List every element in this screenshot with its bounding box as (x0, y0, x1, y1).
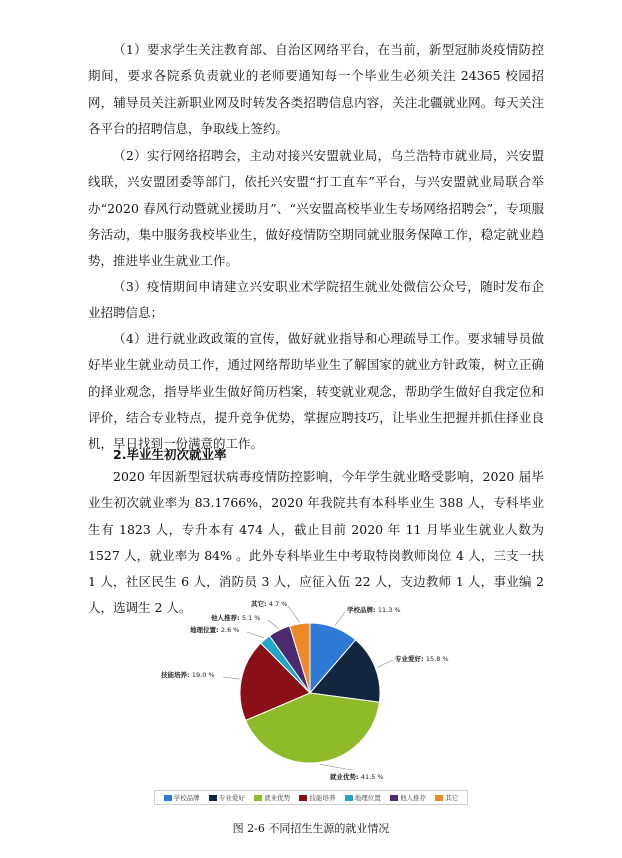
paragraph-4: （4）进行就业政政策的宣传，做好就业指导和心理疏导工作。要求辅导员做好毕业生就业动员工作，通过网络帮助毕业生了解国家的就业方针政策，树立正确的择业观念，指导毕业生做好简历档案，转变就业观念，帮助学生做好自我定位和评价，结合专业特点，提升竞争优势，掌握应聘技巧，让毕业生把握并抓住择业良机，早日找到一份满意的工作。 (88, 331, 544, 452)
pie-leader-line-1 (335, 612, 345, 625)
legend-item-4 (299, 793, 335, 802)
pie-slice-label-5: 地理位置: 2.6 % (190, 626, 240, 634)
paragraph-1: （1）要求学生关注教育部、自治区网络平台，在当前，新型冠肺炎疫情防控期间，要求各院系负责就业的老师要通知每一个毕业生必须关注 24365 校园招网，辅导员关注新职业网及时转发各类招聘信息内容，关注北疆就业网。每天关注各平台的招聘信息，争取线上签约。 (88, 42, 544, 136)
legend-label-5: 地理位置 (354, 794, 381, 802)
pie-leader-line-2 (377, 660, 393, 667)
figure-caption: 图 2-6 不同招生生源的就业情况 (232, 822, 390, 835)
legend-label-2: 专业爱好 (218, 794, 245, 802)
legend-label-6: 他人推荐 (400, 794, 427, 802)
pie-slice-label-4: 技能培养: 19.0 % (161, 671, 215, 679)
legend-item-3 (254, 793, 290, 802)
section-heading: 2.毕业生初次就业率 (113, 447, 227, 462)
pie-slice-label-2: 专业爱好: 15.8 % (395, 655, 449, 663)
chart-legend (154, 790, 468, 805)
legend-label-1: 学校品牌 (173, 794, 200, 802)
legend-item-2 (209, 793, 245, 802)
legend-swatch-5 (345, 795, 353, 801)
legend-item-6 (390, 793, 426, 802)
legend-item-7 (435, 793, 458, 802)
legend-item-1 (164, 793, 200, 802)
legend-swatch-2 (209, 795, 217, 801)
pie-leader-line-5 (247, 632, 264, 638)
pie-slice-label-1: 学校品牌: 11.3 % (347, 606, 401, 614)
legend-item-5 (345, 793, 381, 802)
pie-leader-line-4 (223, 677, 239, 679)
legend-swatch-4 (299, 795, 307, 801)
section-paragraph: 2020 年因新型冠状病毒疫情防控影响，今年学生就业略受影响，2020 届毕业生初次就业率为 83.1766%，2020 年我院共有本科毕业生 388 人，专科毕业生有 1823 人，专升本有 474 人，截止目前 2020 年 11 月毕业生就业人数为 1527 人，就业率为 84% 。此外专科毕业生中考取特岗教师岗位 4 人，三支一扶 1 人，社区民生 6 人，消防员 3 人，应征入伍 22 人，支边教师 1 人，事业编 2 人，选调生 2 人。 (88, 469, 544, 616)
pie-slice-label-6: 他人推荐: 5.1 % (211, 614, 261, 622)
pie-leader-line-6 (268, 620, 278, 628)
pie-slice-label-7: 其它: 4.7 % (251, 600, 288, 608)
paragraph-2: （2）实行网络招聘会，主动对接兴安盟就业局，乌兰浩特市就业局，兴安盟线联，兴安盟团委等部门，依托兴安盟“打工直车”平台，与兴安盟就业局联合举办“2020 春风行动暨就业援助月”、“兴安盟高校毕业生专场网络招聘会”，专项服务活动，集中服务我校毕业生，做好疫情防空期同就业服务保障工作，稳定就业趋势，推进毕业生就业工作。 (88, 148, 544, 269)
legend-swatch-7 (435, 795, 443, 801)
legend-label-3: 就业优势 (264, 794, 291, 802)
legend-label-4: 技能培养 (309, 794, 336, 802)
paragraph-3: （3）疫情期间申请建立兴安职业术学院招生就业处微信公众号，随时发布企业招聘信息； (88, 279, 544, 321)
pie-leader-line-3 (320, 764, 352, 770)
legend-label-7: 其它 (445, 794, 459, 802)
legend-swatch-1 (164, 795, 172, 801)
legend-swatch-6 (390, 795, 398, 801)
legend-swatch-3 (254, 795, 262, 801)
pie-leader-line-7 (288, 606, 299, 622)
pie-slice-label-3: 就业优势: 41.5 % (330, 773, 384, 781)
